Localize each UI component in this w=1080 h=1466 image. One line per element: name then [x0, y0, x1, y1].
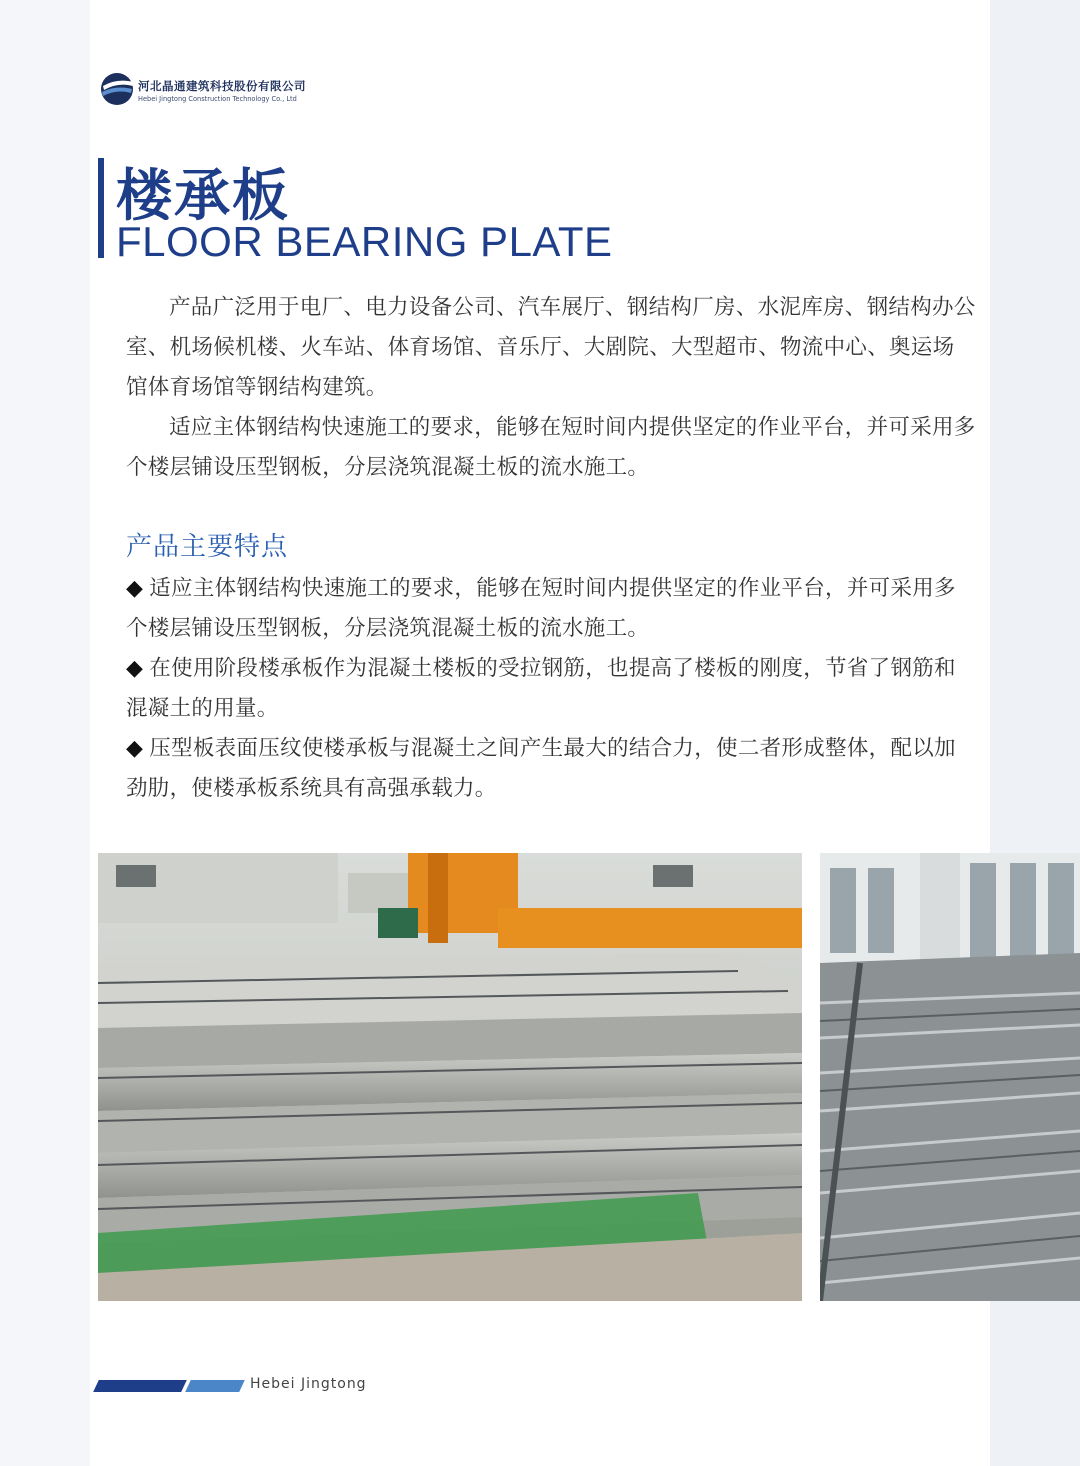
company-name-en: Hebei Jingtong Construction Technology Co., Ltd	[138, 95, 297, 103]
footer-accent-bar-light	[185, 1380, 245, 1392]
company-name-cn: 河北晶通建筑科技股份有限公司	[138, 79, 306, 93]
photo-floor-deck-interior	[820, 853, 1080, 1301]
footer-brand: Hebei Jingtong	[250, 1376, 367, 1392]
company-logo-icon	[100, 72, 134, 106]
page-title-cn: 楼承板	[116, 164, 290, 229]
intro-paragraph: 适应主体钢结构快速施工的要求，能够在短时间内提供坚定的作业平台，并可采用多个楼层铺设压型钢板，分层浇筑混凝土板的流水施工。	[126, 415, 976, 480]
footer-accent-bar	[93, 1380, 187, 1392]
photo-stacked-slabs	[98, 853, 802, 1301]
feature-item	[126, 569, 976, 649]
feature-item	[126, 649, 976, 729]
features-list	[126, 569, 976, 809]
intro-paragraph: 产品广泛用于电厂、电力设备公司、汽车展厅、钢结构厂房、水泥库房、钢结构办公室、机场候机楼、火车站、体育场馆、音乐厅、大剧院、大型超市、物流中心、奥运场馆体育场馆等钢结构建筑。	[126, 295, 976, 400]
company-logo	[100, 72, 360, 112]
features-heading: 产品主要特点	[126, 532, 289, 562]
feature-text: 压型板表面压纹使楼承板与混凝土之间产生最大的结合力，使二者形成整体，配以加劲肋，使楼承板系统具有高强承载力。	[126, 736, 956, 801]
feature-item	[126, 729, 976, 809]
title-accent-bar	[98, 158, 104, 258]
diamond-bullet-icon: ◆	[126, 736, 144, 761]
feature-text: 适应主体钢结构快速施工的要求，能够在短时间内提供坚定的作业平台，并可采用多个楼层铺设压型钢板，分层浇筑混凝土板的流水施工。	[126, 576, 956, 641]
diamond-bullet-icon: ◆	[126, 656, 144, 681]
intro-text	[126, 288, 976, 488]
feature-text: 在使用阶段楼承板作为混凝土楼板的受拉钢筋，也提高了楼板的刚度，节省了钢筋和混凝土的用量。	[126, 656, 956, 721]
page-title-en: FLOOR BEARING PLATE	[116, 218, 613, 265]
diamond-bullet-icon: ◆	[126, 576, 144, 601]
